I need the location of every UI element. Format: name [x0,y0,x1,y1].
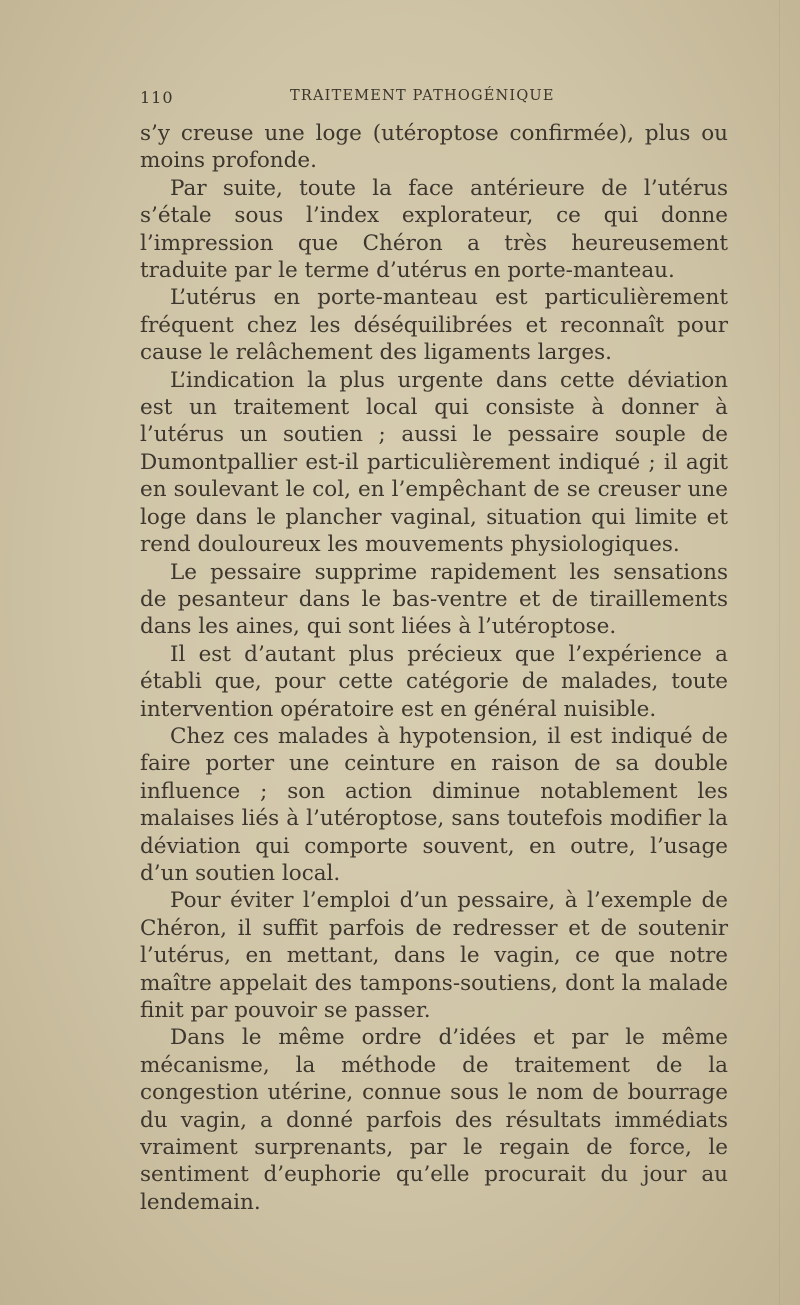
paragraph-7: Chez ces malades à hypotension, il est indiqué de faire porter une ceinture en raison de sa double influence ; son action diminue notablement les malaises liés à l’utéroptose, sans toutefois modifier la déviation qui comporte souvent, en outre, l’usage d’un soutien local. [140,723,728,886]
body-text [140,120,728,1216]
page-number: 110 [140,88,174,107]
paragraph-2: Par suite, toute la face antérieure de l’utérus s’étale sous l’index explorateur, ce qui donne l’impression que Chéron a très heureusement traduite par le terme d’utérus en porte-manteau. [140,175,728,284]
running-title: TRAITEMENT PATHOGÉNIQUE [290,88,555,104]
paragraph-8: Pour éviter l’emploi d’un pessaire, à l’exemple de Chéron, il suffit parfois de redresser et de soutenir l’utérus, en mettant, dans le vagin, ce que notre maître appelait des tampons-soutiens, dont la malade finit par pouvoir se passer. [140,888,728,1023]
page-header [140,88,728,112]
paragraph-5: Le pessaire supprime rapidement les sensations de pesanteur dans le bas-ventre et de tiraillements dans les aines, qui sont liées à l’utéroptose. [140,559,728,640]
paragraph-4: L’indication la plus urgente dans cette déviation est un traitement local qui consiste à donner à l’utérus un soutien ; aussi le pessaire souple de Dumontpallier est-il particulièrement indiqué ; il agit en soulevant le col, en l’empêchant de se creuser une loge dans le plancher vaginal, situation qui limite et rend douloureux les mouvements physiologiques. [140,367,728,558]
paragraph-1: s’y creuse une loge (utéroptose confirmée), plus ou moins profonde. [140,121,728,174]
paragraph-3: L’utérus en porte-manteau est particulièrement fréquent chez les déséquilibrées et reconnaît pour cause le relâchement des ligaments larges. [140,285,728,366]
page-edge-shadow [779,0,780,1305]
paragraph-6: Il est d’autant plus précieux que l’expérience a établi que, pour cette catégorie de malades, toute intervention opératoire est en général nuisible. [140,641,728,722]
paragraph-9: Dans le même ordre d’idées et par le même mécanisme, la méthode de traitement de la congestion utérine, connue sous le nom de bourrage du vagin, a donné parfois des résultats immédiats vraiment surprenants, par le regain de force, le sentiment d’euphorie qu’elle procurait du jour au lendemain. [140,1025,728,1215]
